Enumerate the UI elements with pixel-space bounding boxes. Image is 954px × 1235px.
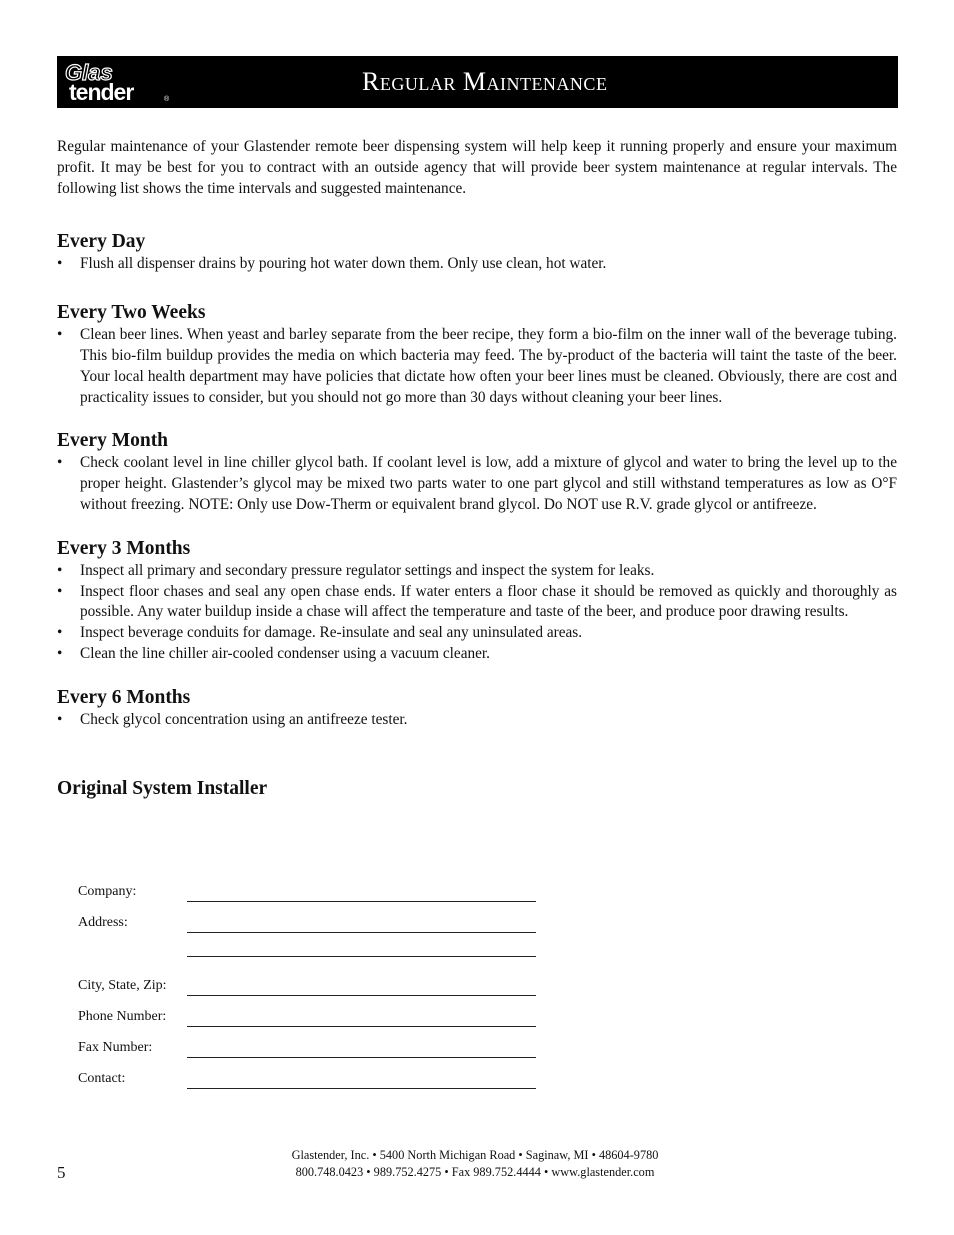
field-label: City, State, Zip: <box>78 978 167 993</box>
address-line-2-field <box>78 946 538 978</box>
blank-line[interactable] <box>187 1057 536 1058</box>
bullet-icon: • <box>57 582 63 600</box>
list-item: • Inspect all primary and secondary pressure regulator settings and inspect the system for leaks. <box>57 561 897 582</box>
section-heading: Every 3 Months <box>57 537 191 559</box>
section-every-month <box>57 429 897 515</box>
address-field <box>78 915 538 946</box>
section-heading: Every Day <box>57 231 146 253</box>
list-item: • Inspect beverage conduits for damage. Re-insulate and seal any uninsulated areas. <box>57 623 897 644</box>
main-content <box>57 137 897 801</box>
task-list <box>57 561 897 665</box>
field-label: Phone Number: <box>78 1009 167 1024</box>
blank-line[interactable] <box>187 995 536 996</box>
list-item: • Inspect floor chases and seal any open chase ends. If water enters a floor chase it should be removed as quickly and thoroughly as possible. Any water buildup inside a chase will affect the temperature and taste of the beer, and produce poor drawing results. <box>57 582 897 621</box>
list-item: • Check glycol concentration using an antifreeze tester. <box>57 710 897 731</box>
page-header <box>57 56 898 108</box>
list-item: • Flush all dispenser drains by pouring hot water down them. Only use clean, hot water. <box>57 254 897 275</box>
task-list <box>57 325 897 408</box>
contact-field <box>78 1071 538 1102</box>
bullet-icon: • <box>57 710 63 728</box>
section-every-6-months <box>57 686 897 731</box>
section-heading: Every Month <box>57 430 169 452</box>
installer-heading: Original System Installer <box>57 777 268 799</box>
field-label: Contact: <box>78 1071 126 1086</box>
list-item: • Clean the line chiller air-cooled condenser using a vacuum cleaner. <box>57 644 897 665</box>
installer-form <box>78 884 538 1102</box>
page-number: 5 <box>57 1163 66 1182</box>
section-installer <box>57 777 897 801</box>
blank-line[interactable] <box>187 932 536 933</box>
glastender-logo <box>63 60 173 104</box>
list-item: • Clean beer lines. When yeast and barley separate from the beer recipe, they form a bio-film on the inner wall of the beverage tubing. This bio-film buildup provides the media on which bacteria may feed. The by-product of the bacteria will taint the taste of the beer. Your local health department may have policies that dictate how often your beer lines must be cleaned. Obviously, there are cost and practicality issues to consider, but you should not go more than 30 days without cleaning your beer lines. <box>57 326 897 406</box>
logo-tender: tender <box>69 79 134 104</box>
intro-paragraph: Regular maintenance of your Glastender remote beer dispensing system will help keep it running properly and ensure your maximum profit. It may be best for you to contract with an outside agency that will provide beer system maintenance at regular intervals. The following list shows the time intervals and suggested maintenance. <box>57 138 897 197</box>
footer-contact: 800.748.0423 • 989.752.4275 • Fax 989.752.4444 • www.glastender.com <box>295 1165 655 1179</box>
field-label: Fax Number: <box>78 1040 153 1055</box>
logo-glas: Glas <box>65 60 113 85</box>
task-list <box>57 254 897 275</box>
task-list <box>57 710 897 731</box>
blank-line[interactable] <box>187 1088 536 1089</box>
page-footer <box>200 1147 750 1181</box>
bullet-icon: • <box>57 624 63 642</box>
registered-icon: ® <box>164 96 170 103</box>
section-every-3-months <box>57 537 897 665</box>
company-field <box>78 884 538 915</box>
city-state-zip-field <box>78 978 538 1009</box>
field-label: Company: <box>78 884 137 899</box>
phone-number-field <box>78 1009 538 1040</box>
bullet-icon: • <box>57 561 63 579</box>
section-heading: Every 6 Months <box>57 686 191 708</box>
bullet-icon: • <box>57 644 63 662</box>
blank-line[interactable] <box>187 1026 536 1027</box>
blank-line[interactable] <box>187 901 536 902</box>
field-label: Address: <box>78 915 128 930</box>
task-list <box>57 453 897 515</box>
section-heading: Every Two Weeks <box>57 302 206 324</box>
page-title: Regular Maintenance <box>362 67 608 96</box>
bullet-icon: • <box>57 326 63 344</box>
list-item: • Check coolant level in line chiller glycol bath. If coolant level is low, add a mixture of glycol and water to bring the level up to the proper height. Glastender’s glycol may be mixed two parts water to one part glycol and still withstand temperatures as low as O°F without freezing. NOTE: Only use Dow-Therm or equivalent brand glycol. Do NOT use R.V. grade glycol or antifreeze. <box>57 454 897 513</box>
section-every-day <box>57 230 897 275</box>
bullet-icon: • <box>57 255 63 273</box>
section-every-two-weeks <box>57 301 897 408</box>
footer-address: Glastender, Inc. • 5400 North Michigan Road • Saginaw, MI • 48604-9780 <box>291 1148 659 1162</box>
fax-number-field <box>78 1040 538 1071</box>
bullet-icon: • <box>57 454 63 472</box>
blank-line[interactable] <box>187 956 536 957</box>
